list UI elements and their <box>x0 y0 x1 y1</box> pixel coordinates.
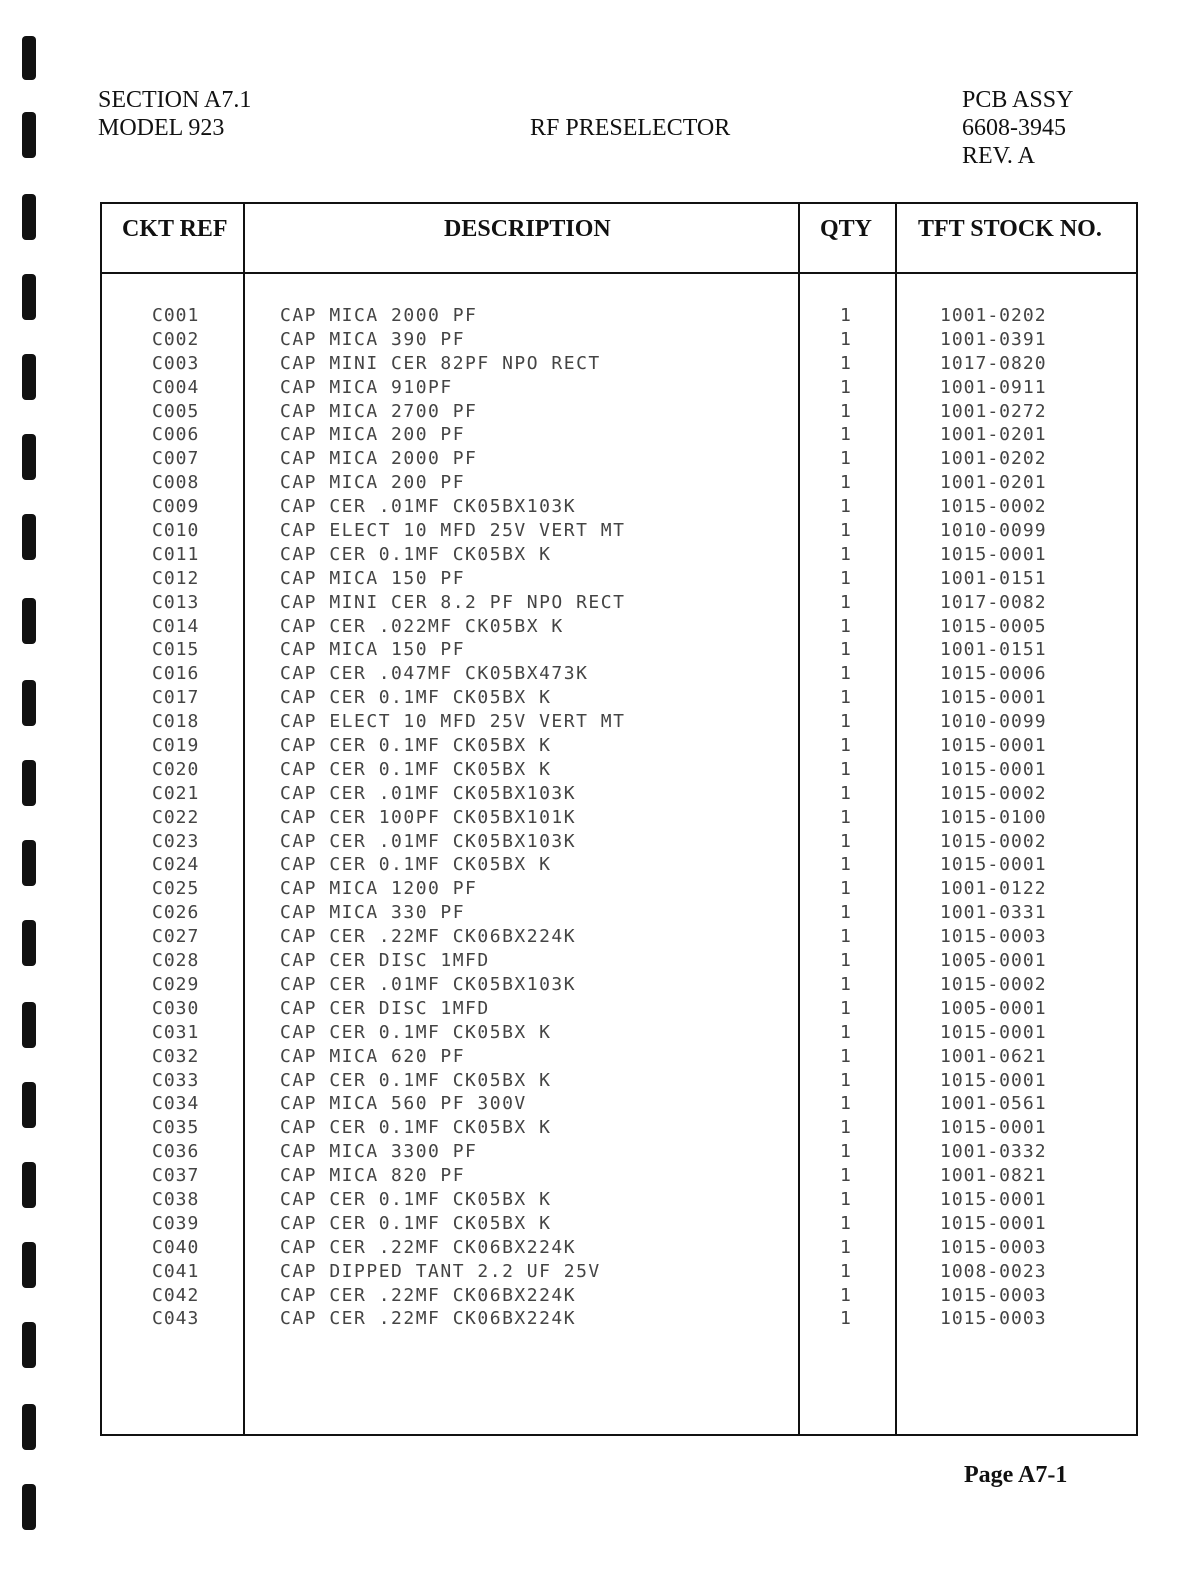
stock-no-cell: 1015-0002 <box>940 973 1047 995</box>
table-row <box>102 1188 1136 1212</box>
stock-no-cell: 1005-0001 <box>940 997 1047 1019</box>
parts-table <box>100 202 1138 1436</box>
qty-cell: 1 <box>840 352 851 374</box>
stock-no-cell: 1001-0272 <box>940 400 1047 422</box>
table-row <box>102 447 1136 471</box>
punch-hole <box>22 598 36 644</box>
stock-no-cell: 1015-0001 <box>940 1069 1047 1091</box>
table-row <box>102 1045 1136 1069</box>
stock-no-cell: 1001-0821 <box>940 1165 1047 1187</box>
table-row <box>102 782 1136 806</box>
ckt-ref-cell: C007 <box>152 448 200 470</box>
description-cell: CAP CER .22MF CK06BX224K <box>280 1284 577 1306</box>
ckt-ref-cell: C037 <box>152 1165 200 1187</box>
table-row <box>102 543 1136 567</box>
table-row <box>102 376 1136 400</box>
stock-no-cell: 1017-0082 <box>940 591 1047 613</box>
qty-cell: 1 <box>840 806 851 828</box>
description-cell: CAP CER 0.1MF CK05BX K <box>280 1021 552 1043</box>
description-cell: CAP CER 0.1MF CK05BX K <box>280 854 552 876</box>
punch-hole <box>22 274 36 320</box>
qty-cell: 1 <box>840 735 851 757</box>
qty-cell: 1 <box>840 1188 851 1210</box>
table-row <box>102 1284 1136 1308</box>
ckt-ref-cell: C038 <box>152 1188 200 1210</box>
table-row <box>102 949 1136 973</box>
description-cell: CAP CER .01MF CK05BX103K <box>280 830 577 852</box>
page-number: Page A7-1 <box>964 1462 1068 1488</box>
stock-no-cell: 1015-0100 <box>940 806 1047 828</box>
description-cell: CAP CER .01MF CK05BX103K <box>280 973 577 995</box>
stock-no-cell: 1015-0001 <box>940 687 1047 709</box>
stock-no-cell: 1015-0001 <box>940 735 1047 757</box>
table-row <box>102 1140 1136 1164</box>
qty-cell: 1 <box>840 472 851 494</box>
punch-hole <box>22 354 36 400</box>
punch-hole <box>22 1162 36 1208</box>
revision-label: REV. A <box>962 143 1035 169</box>
stock-no-cell: 1008-0023 <box>940 1260 1047 1282</box>
description-cell: CAP CER .22MF CK06BX224K <box>280 926 577 948</box>
qty-cell: 1 <box>840 926 851 948</box>
punch-hole <box>22 1082 36 1128</box>
table-row <box>102 1021 1136 1045</box>
table-row <box>102 710 1136 734</box>
punch-hole <box>22 1322 36 1368</box>
qty-cell: 1 <box>840 997 851 1019</box>
table-row <box>102 686 1136 710</box>
qty-cell: 1 <box>840 830 851 852</box>
table-row <box>102 423 1136 447</box>
description-cell: CAP CER .022MF CK05BX K <box>280 615 564 637</box>
qty-cell: 1 <box>840 639 851 661</box>
punch-hole <box>22 434 36 480</box>
table-row <box>102 400 1136 424</box>
description-cell: CAP MICA 200 PF <box>280 424 466 446</box>
description-cell: CAP CER .22MF CK06BX224K <box>280 1236 577 1258</box>
table-row <box>102 1307 1136 1331</box>
stock-no-cell: 1001-0201 <box>940 424 1047 446</box>
ckt-ref-cell: C040 <box>152 1236 200 1258</box>
stock-no-cell: 1015-0001 <box>940 758 1047 780</box>
qty-cell: 1 <box>840 854 851 876</box>
ckt-ref-cell: C001 <box>152 305 200 326</box>
ckt-ref-cell: C022 <box>152 806 200 828</box>
qty-cell: 1 <box>840 711 851 733</box>
ckt-ref-cell: C015 <box>152 639 200 661</box>
stock-no-cell: 1001-0151 <box>940 567 1047 589</box>
stock-no-cell: 1001-0391 <box>940 328 1047 350</box>
punch-hole <box>22 840 36 886</box>
stock-no-cell: 1015-0001 <box>940 1212 1047 1234</box>
table-row <box>102 853 1136 877</box>
stock-no-cell: 1015-0001 <box>940 854 1047 876</box>
header-right <box>962 86 1073 170</box>
ckt-ref-cell: C006 <box>152 424 200 446</box>
table-row <box>102 806 1136 830</box>
stock-no-cell: 1015-0003 <box>940 1236 1047 1258</box>
ckt-ref-cell: C012 <box>152 567 200 589</box>
ckt-ref-cell: C018 <box>152 711 200 733</box>
qty-cell: 1 <box>840 615 851 637</box>
assy-label: PCB ASSY <box>962 87 1074 113</box>
stock-no-cell: 1015-0001 <box>940 1117 1047 1139</box>
description-cell: CAP MICA 560 PF 300V <box>280 1093 527 1115</box>
description-cell: CAP CER 100PF CK05BX101K <box>280 806 577 828</box>
description-cell: CAP CER .01MF CK05BX103K <box>280 496 577 518</box>
description-cell: CAP CER DISC 1MFD <box>280 997 490 1019</box>
qty-cell: 1 <box>840 328 851 350</box>
table-row <box>102 734 1136 758</box>
ckt-ref-cell: C016 <box>152 663 200 685</box>
qty-cell: 1 <box>840 1117 851 1139</box>
ckt-ref-cell: C033 <box>152 1069 200 1091</box>
table-row <box>102 567 1136 591</box>
description-cell: CAP MICA 2700 PF <box>280 400 478 422</box>
ckt-ref-cell: C005 <box>152 400 200 422</box>
table-row <box>102 1212 1136 1236</box>
table-row <box>102 925 1136 949</box>
description-cell: CAP ELECT 10 MFD 25V VERT MT <box>280 520 626 542</box>
qty-cell: 1 <box>840 1212 851 1234</box>
ckt-ref-cell: C023 <box>152 830 200 852</box>
table-row <box>102 1069 1136 1093</box>
ckt-ref-cell: C024 <box>152 854 200 876</box>
description-cell: CAP CER 0.1MF CK05BX K <box>280 758 552 780</box>
table-row <box>102 1236 1136 1260</box>
qty-cell: 1 <box>840 1165 851 1187</box>
stock-no-cell: 1015-0001 <box>940 1188 1047 1210</box>
qty-cell: 1 <box>840 305 851 326</box>
stock-no-cell: 1015-0005 <box>940 615 1047 637</box>
stock-no-cell: 1015-0002 <box>940 830 1047 852</box>
ckt-ref-cell: C003 <box>152 352 200 374</box>
ckt-ref-cell: C043 <box>152 1308 200 1330</box>
description-cell: CAP MICA 2000 PF <box>280 448 478 470</box>
punch-hole <box>22 514 36 560</box>
header-divider <box>102 272 1136 274</box>
stock-no-cell: 1005-0001 <box>940 950 1047 972</box>
qty-cell: 1 <box>840 878 851 900</box>
ckt-ref-cell: C009 <box>152 496 200 518</box>
stock-no-cell: 1015-0003 <box>940 1308 1047 1330</box>
qty-cell: 1 <box>840 1308 851 1330</box>
punch-hole <box>22 680 36 726</box>
table-row <box>102 519 1136 543</box>
col-header-ckt-ref: CKT REF <box>122 216 228 242</box>
stock-no-cell: 1001-0201 <box>940 472 1047 494</box>
ckt-ref-cell: C041 <box>152 1260 200 1282</box>
ckt-ref-cell: C028 <box>152 950 200 972</box>
punch-hole <box>22 1242 36 1288</box>
stock-no-cell: 1010-0099 <box>940 711 1047 733</box>
description-cell: CAP CER 0.1MF CK05BX K <box>280 687 552 709</box>
stock-no-cell: 1017-0820 <box>940 352 1047 374</box>
col-header-description: DESCRIPTION <box>444 216 611 242</box>
stock-no-cell: 1001-0621 <box>940 1045 1047 1067</box>
table-row <box>102 662 1136 686</box>
punch-hole <box>22 920 36 966</box>
qty-cell: 1 <box>840 591 851 613</box>
qty-cell: 1 <box>840 376 851 398</box>
description-cell: CAP MINI CER 8.2 PF NPO RECT <box>280 591 626 613</box>
ckt-ref-cell: C010 <box>152 520 200 542</box>
description-cell: CAP CER DISC 1MFD <box>280 950 490 972</box>
document-title: RF PRESELECTOR <box>530 115 731 141</box>
header-left <box>98 86 251 142</box>
stock-no-cell: 1015-0006 <box>940 663 1047 685</box>
table-row <box>102 638 1136 662</box>
col-header-stock: TFT STOCK NO. <box>918 216 1102 242</box>
table-row <box>102 830 1136 854</box>
stock-no-cell: 1001-0911 <box>940 376 1047 398</box>
table-row <box>102 997 1136 1021</box>
stock-no-cell: 1001-0122 <box>940 878 1047 900</box>
punch-hole <box>22 1404 36 1450</box>
description-cell: CAP MICA 390 PF <box>280 328 466 350</box>
col-header-qty: QTY <box>820 216 873 242</box>
qty-cell: 1 <box>840 950 851 972</box>
qty-cell: 1 <box>840 973 851 995</box>
ckt-ref-cell: C011 <box>152 543 200 565</box>
ckt-ref-cell: C026 <box>152 902 200 924</box>
ckt-ref-cell: C013 <box>152 591 200 613</box>
stock-no-cell: 1015-0001 <box>940 1021 1047 1043</box>
qty-cell: 1 <box>840 782 851 804</box>
stock-no-cell: 1015-0001 <box>940 543 1047 565</box>
qty-cell: 1 <box>840 543 851 565</box>
table-body <box>102 304 1136 1331</box>
qty-cell: 1 <box>840 1236 851 1258</box>
model-label: MODEL 923 <box>98 115 225 141</box>
ckt-ref-cell: C025 <box>152 878 200 900</box>
description-cell: CAP CER 0.1MF CK05BX K <box>280 1212 552 1234</box>
description-cell: CAP MICA 1200 PF <box>280 878 478 900</box>
description-cell: CAP CER .22MF CK06BX224K <box>280 1308 577 1330</box>
table-row <box>102 1260 1136 1284</box>
ckt-ref-cell: C042 <box>152 1284 200 1306</box>
qty-cell: 1 <box>840 496 851 518</box>
table-row <box>102 352 1136 376</box>
description-cell: CAP CER 0.1MF CK05BX K <box>280 735 552 757</box>
punch-hole <box>22 1484 36 1530</box>
description-cell: CAP MICA 620 PF <box>280 1045 466 1067</box>
stock-no-cell: 1001-0202 <box>940 448 1047 470</box>
qty-cell: 1 <box>840 1021 851 1043</box>
qty-cell: 1 <box>840 567 851 589</box>
table-row <box>102 901 1136 925</box>
qty-cell: 1 <box>840 400 851 422</box>
ckt-ref-cell: C032 <box>152 1045 200 1067</box>
part-number: 6608-3945 <box>962 115 1066 141</box>
table-row <box>102 615 1136 639</box>
qty-cell: 1 <box>840 663 851 685</box>
description-cell: CAP MICA 820 PF <box>280 1165 466 1187</box>
table-row <box>102 973 1136 997</box>
description-cell: CAP CER 0.1MF CK05BX K <box>280 1188 552 1210</box>
ckt-ref-cell: C021 <box>152 782 200 804</box>
ckt-ref-cell: C031 <box>152 1021 200 1043</box>
table-row <box>102 877 1136 901</box>
stock-no-cell: 1001-0151 <box>940 639 1047 661</box>
description-cell: CAP DIPPED TANT 2.2 UF 25V <box>280 1260 601 1282</box>
qty-cell: 1 <box>840 448 851 470</box>
punch-hole <box>22 36 36 80</box>
table-row <box>102 591 1136 615</box>
ckt-ref-cell: C036 <box>152 1141 200 1163</box>
ckt-ref-cell: C014 <box>152 615 200 637</box>
stock-no-cell: 1001-0202 <box>940 305 1047 326</box>
description-cell: CAP MINI CER 82PF NPO RECT <box>280 352 601 374</box>
table-row <box>102 1092 1136 1116</box>
ckt-ref-cell: C039 <box>152 1212 200 1234</box>
ckt-ref-cell: C029 <box>152 973 200 995</box>
ckt-ref-cell: C020 <box>152 758 200 780</box>
ckt-ref-cell: C019 <box>152 735 200 757</box>
ckt-ref-cell: C008 <box>152 472 200 494</box>
ckt-ref-cell: C034 <box>152 1093 200 1115</box>
qty-cell: 1 <box>840 1141 851 1163</box>
description-cell: CAP MICA 150 PF <box>280 639 466 661</box>
punch-hole <box>22 1002 36 1048</box>
ckt-ref-cell: C035 <box>152 1117 200 1139</box>
qty-cell: 1 <box>840 1069 851 1091</box>
ckt-ref-cell: C017 <box>152 687 200 709</box>
stock-no-cell: 1001-0561 <box>940 1093 1047 1115</box>
ckt-ref-cell: C002 <box>152 328 200 350</box>
ckt-ref-cell: C027 <box>152 926 200 948</box>
table-row <box>102 1116 1136 1140</box>
ckt-ref-cell: C030 <box>152 997 200 1019</box>
description-cell: CAP CER .047MF CK05BX473K <box>280 663 589 685</box>
description-cell: CAP MICA 200 PF <box>280 472 466 494</box>
stock-no-cell: 1010-0099 <box>940 520 1047 542</box>
section-label: SECTION A7.1 <box>98 87 252 113</box>
description-cell: CAP MICA 3300 PF <box>280 1141 478 1163</box>
description-cell: CAP ELECT 10 MFD 25V VERT MT <box>280 711 626 733</box>
qty-cell: 1 <box>840 424 851 446</box>
description-cell: CAP CER 0.1MF CK05BX K <box>280 543 552 565</box>
table-row <box>102 758 1136 782</box>
description-cell: CAP CER .01MF CK05BX103K <box>280 782 577 804</box>
description-cell: CAP CER 0.1MF CK05BX K <box>280 1117 552 1139</box>
qty-cell: 1 <box>840 520 851 542</box>
description-cell: CAP MICA 910PF <box>280 376 453 398</box>
table-row <box>102 328 1136 352</box>
table-row <box>102 495 1136 519</box>
qty-cell: 1 <box>840 687 851 709</box>
stock-no-cell: 1001-0332 <box>940 1141 1047 1163</box>
table-row <box>102 471 1136 495</box>
stock-no-cell: 1015-0002 <box>940 782 1047 804</box>
stock-no-cell: 1015-0002 <box>940 496 1047 518</box>
qty-cell: 1 <box>840 1093 851 1115</box>
stock-no-cell: 1001-0331 <box>940 902 1047 924</box>
qty-cell: 1 <box>840 1045 851 1067</box>
punch-hole <box>22 112 36 158</box>
description-cell: CAP CER 0.1MF CK05BX K <box>280 1069 552 1091</box>
table-row <box>102 304 1136 328</box>
description-cell: CAP MICA 330 PF <box>280 902 466 924</box>
table-row <box>102 1164 1136 1188</box>
qty-cell: 1 <box>840 902 851 924</box>
stock-no-cell: 1015-0003 <box>940 926 1047 948</box>
description-cell: CAP MICA 2000 PF <box>280 305 478 326</box>
stock-no-cell: 1015-0003 <box>940 1284 1047 1306</box>
punch-hole <box>22 194 36 240</box>
punch-hole <box>22 760 36 806</box>
qty-cell: 1 <box>840 758 851 780</box>
qty-cell: 1 <box>840 1284 851 1306</box>
description-cell: CAP MICA 150 PF <box>280 567 466 589</box>
qty-cell: 1 <box>840 1260 851 1282</box>
ckt-ref-cell: C004 <box>152 376 200 398</box>
